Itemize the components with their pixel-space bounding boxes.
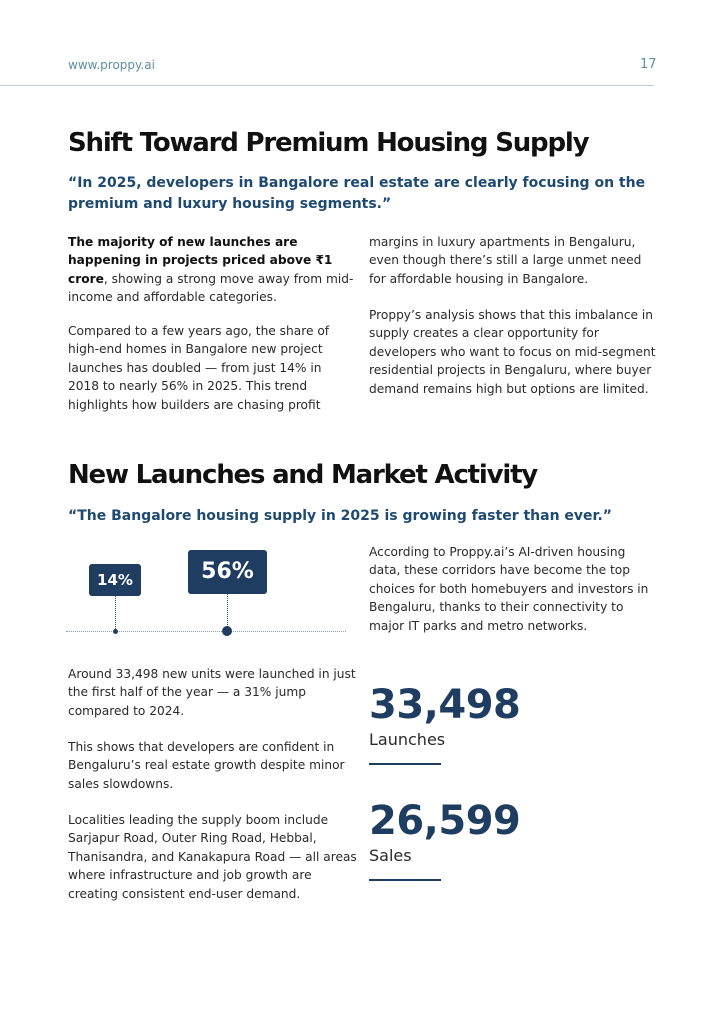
website-url: www.proppy.ai <box>68 58 155 72</box>
paragraph-units-launched: Around 33,498 new units were launched in just the first half of the year — a 31% jump compared to 2024. <box>68 667 356 718</box>
paragraph-continuation: , showing a strong move away from mid-income and affordable categories. <box>68 271 354 305</box>
header-divider <box>0 85 654 86</box>
stat-sales-label: Sales <box>369 846 412 865</box>
paragraph-proppy-analysis: Proppy’s analysis shows that this imbalance in supply creates a clear opportunity for developers who want to focus on mid-segment residential projects in Bengaluru, where buyer demand remains high but options are limited. <box>369 308 656 396</box>
share-2018-tag: 14% <box>89 564 141 596</box>
paragraph-developers-confident: This shows that developers are confident in Bengaluru’s real estate growth despite minor sales slowdowns. <box>68 740 345 791</box>
page-number: 17 <box>640 57 657 72</box>
paragraph-new-launches <box>68 233 354 307</box>
section-title-premium-supply: Shift Toward Premium Housing Supply <box>68 128 589 158</box>
share-2025-marker <box>222 626 232 636</box>
timeline-baseline <box>66 631 346 632</box>
stat-sales-value: 26,599 <box>369 798 521 844</box>
paragraph-profit-margins: margins in luxury apartments in Bengaluru, even though there’s still a large unmet need for affordable housing in Bangalore. <box>369 235 642 286</box>
section-title-new-launches: New Launches and Market Activity <box>68 460 538 490</box>
paragraph-leading-localities: Localities leading the supply boom include Sarjapur Road, Outer Ring Road, Hebbal, Thanisandra, and Kanakapura Road — all areas where infrastructure and job growth are creating consistent end-user demand. <box>68 813 357 901</box>
stat-launches-value: 33,498 <box>369 682 521 728</box>
paragraph-high-end-share: Compared to a few years ago, the share of high-end homes in Bangalore new project launches has doubled — from just 14% in 2018 to nearly 56% in 2025. This trend highlights how builders are chasing profit <box>68 324 330 412</box>
share-2018-connector <box>115 596 116 631</box>
paragraph-bold-lead: The majority of new launches are happening in projects priced above ₹1 crore <box>68 235 333 286</box>
paragraph-ai-corridors: According to Proppy.ai’s AI-driven housing data, these corridors have become the top choices for both homebuyers and investors in Bengaluru, thanks to their connectivity to major IT parks and metro networks. <box>369 545 649 633</box>
section-quote-supply-growth: “The Bangalore housing supply in 2025 is growing faster than ever.” <box>68 508 612 524</box>
share-2025-tag: 56% <box>188 550 267 594</box>
stat-sales-underline <box>369 879 441 881</box>
share-2018-marker <box>113 629 118 634</box>
stat-launches-underline <box>369 763 441 765</box>
section-quote-premium: “In 2025, developers in Bangalore real estate are clearly focusing on the premium and luxury housing segments.” <box>68 175 646 212</box>
stat-launches-label: Launches <box>369 730 446 749</box>
